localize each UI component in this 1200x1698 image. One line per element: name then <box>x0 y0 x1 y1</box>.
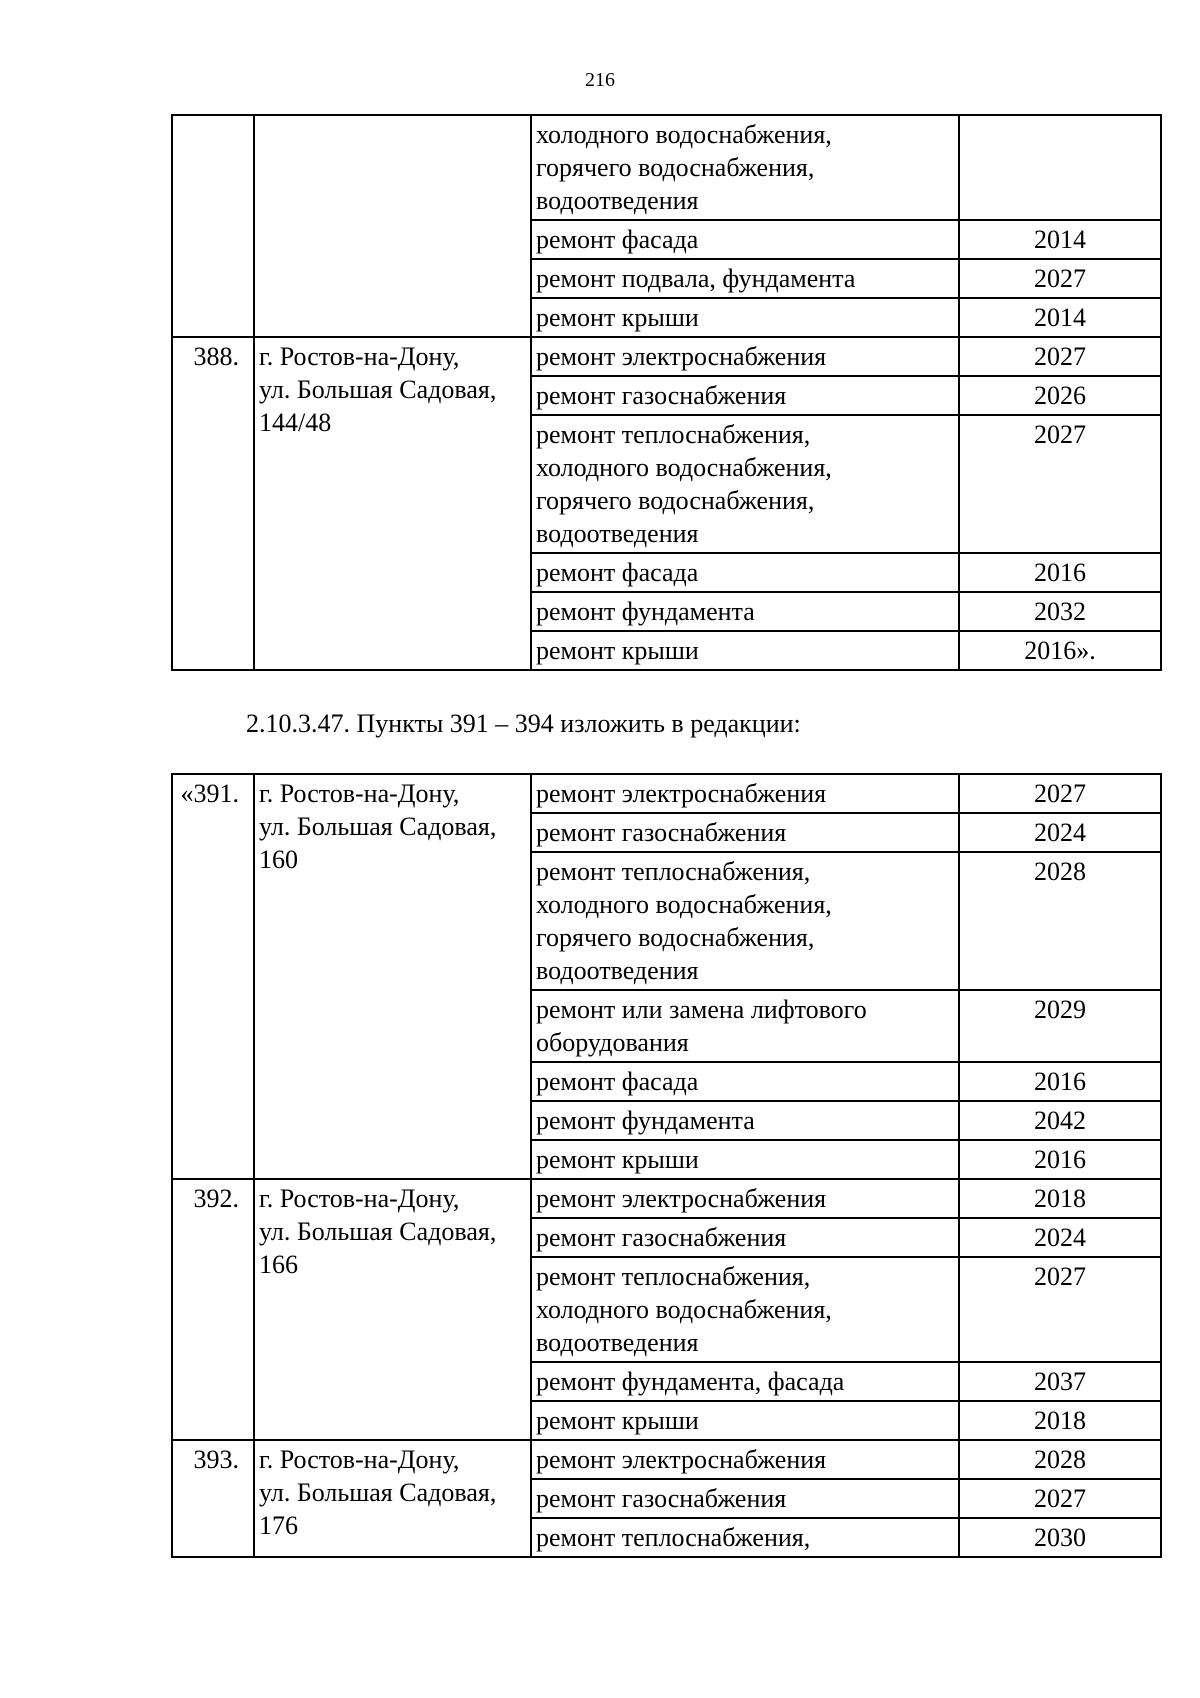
address-cell <box>254 115 531 337</box>
table2-body <box>172 774 1161 1557</box>
item-number <box>172 115 254 337</box>
work-type-cell <box>531 774 959 813</box>
work-type-line: холодного водоснабжения, <box>536 890 832 919</box>
work-type-cell <box>531 415 959 553</box>
year-cell: 2018 <box>959 1401 1161 1440</box>
year-cell: 2030 <box>959 1518 1161 1557</box>
work-type-line: водоотведения <box>536 1328 699 1357</box>
address-line: 166 <box>259 1250 298 1279</box>
year-cell: 2027 <box>959 337 1161 376</box>
year-cell: 2037 <box>959 1362 1161 1401</box>
work-type-line: ремонт фасада <box>536 225 699 254</box>
table-continuation <box>171 114 1162 671</box>
work-type-cell <box>531 1362 959 1401</box>
work-type-cell <box>531 376 959 415</box>
work-type-line: холодного водоснабжения, <box>536 120 832 149</box>
work-type-cell <box>531 1257 959 1362</box>
year-cell: 2016 <box>959 1140 1161 1179</box>
address-cell <box>254 337 531 670</box>
work-type-line: ремонт фундамента <box>536 1106 755 1135</box>
address-line: ул. Большая Садовая, <box>259 375 497 404</box>
work-type-cell <box>531 990 959 1062</box>
address-line: г. Ростов-на-Дону, <box>259 779 460 808</box>
year-cell: 2028 <box>959 852 1161 990</box>
work-type-line: ремонт крыши <box>536 303 699 332</box>
table1-body <box>172 115 1161 670</box>
address-line: 144/48 <box>259 408 332 437</box>
address-cell <box>254 774 531 1179</box>
work-type-line: ремонт газоснабжения <box>536 381 787 410</box>
year-cell <box>959 115 1161 220</box>
year-cell: 2032 <box>959 592 1161 631</box>
year-cell: 2016». <box>959 631 1161 670</box>
work-type-cell <box>531 813 959 852</box>
address-cell <box>254 1440 531 1557</box>
work-type-line: горячего водоснабжения, <box>536 923 815 952</box>
year-cell: 2014 <box>959 220 1161 259</box>
table-row <box>172 337 1161 376</box>
work-type-line: ремонт фундамента, фасада <box>536 1367 845 1396</box>
year-cell: 2027 <box>959 415 1161 553</box>
work-type-line: ремонт газоснабжения <box>536 818 787 847</box>
work-type-line: горячего водоснабжения, <box>536 486 815 515</box>
address-line: г. Ростов-на-Дону, <box>259 1184 460 1213</box>
item-number: 393. <box>172 1440 254 1557</box>
work-type-line: ремонт или замена лифтового <box>536 995 867 1024</box>
work-type-line: водоотведения <box>536 186 699 215</box>
address-line: 160 <box>259 845 298 874</box>
year-cell: 2027 <box>959 1257 1161 1362</box>
address-line: ул. Большая Садовая, <box>259 1217 497 1246</box>
work-type-line: ремонт электроснабжения <box>536 1445 827 1474</box>
work-type-line: горячего водоснабжения, <box>536 153 815 182</box>
year-cell: 2016 <box>959 1062 1161 1101</box>
amendment-paragraph: 2.10.3.47. Пункты 391 – 394 изложить в редакции: <box>246 709 801 738</box>
work-type-cell <box>531 631 959 670</box>
work-type-line: ремонт газоснабжения <box>536 1223 787 1252</box>
work-type-line: ремонт электроснабжения <box>536 1184 827 1213</box>
year-cell: 2028 <box>959 1440 1161 1479</box>
year-cell: 2026 <box>959 376 1161 415</box>
work-type-cell <box>531 1179 959 1218</box>
address-cell <box>254 1179 531 1440</box>
work-type-cell <box>531 115 959 220</box>
work-type-line: ремонт фасада <box>536 558 699 587</box>
work-type-line: ремонт крыши <box>536 1406 699 1435</box>
work-type-cell <box>531 1218 959 1257</box>
table-row <box>172 115 1161 220</box>
work-type-line: водоотведения <box>536 519 699 548</box>
work-type-line: ремонт теплоснабжения, <box>536 857 811 886</box>
work-type-line: водоотведения <box>536 956 699 985</box>
address-line: 176 <box>259 1511 298 1540</box>
work-type-cell <box>531 259 959 298</box>
work-type-line: ремонт теплоснабжения, <box>536 1262 811 1291</box>
work-type-cell <box>531 852 959 990</box>
work-type-line: ремонт фасада <box>536 1067 699 1096</box>
work-type-line: ремонт газоснабжения <box>536 1484 787 1513</box>
year-cell: 2042 <box>959 1101 1161 1140</box>
page-number: 216 <box>585 69 615 91</box>
work-type-line: ремонт электроснабжения <box>536 342 827 371</box>
work-type-cell <box>531 337 959 376</box>
year-cell: 2014 <box>959 298 1161 337</box>
year-cell: 2027 <box>959 1479 1161 1518</box>
work-type-line: холодного водоснабжения, <box>536 453 832 482</box>
year-cell: 2024 <box>959 813 1161 852</box>
address-line: ул. Большая Садовая, <box>259 1478 497 1507</box>
work-type-cell <box>531 1518 959 1557</box>
table-row <box>172 1179 1161 1218</box>
work-type-line: ремонт подвала, фундамента <box>536 264 856 293</box>
item-number: «391. <box>172 774 254 1179</box>
year-cell: 2027 <box>959 774 1161 813</box>
work-type-cell <box>531 1401 959 1440</box>
year-cell: 2029 <box>959 990 1161 1062</box>
item-number: 392. <box>172 1179 254 1440</box>
work-type-cell <box>531 553 959 592</box>
work-type-cell <box>531 1140 959 1179</box>
table-row <box>172 774 1161 813</box>
year-cell: 2018 <box>959 1179 1161 1218</box>
year-cell: 2024 <box>959 1218 1161 1257</box>
address-line: г. Ростов-на-Дону, <box>259 1445 460 1474</box>
work-type-cell <box>531 1062 959 1101</box>
work-type-line: холодного водоснабжения, <box>536 1295 832 1324</box>
work-type-cell <box>531 592 959 631</box>
work-type-cell <box>531 220 959 259</box>
work-type-cell <box>531 1479 959 1518</box>
table-items-391-394 <box>171 773 1162 1558</box>
work-type-line: ремонт фундамента <box>536 597 755 626</box>
table-row <box>172 1440 1161 1479</box>
address-line: г. Ростов-на-Дону, <box>259 342 460 371</box>
work-type-line: ремонт электроснабжения <box>536 779 827 808</box>
item-number: 388. <box>172 337 254 670</box>
work-type-cell <box>531 1101 959 1140</box>
work-type-cell <box>531 298 959 337</box>
work-type-line: ремонт теплоснабжения, <box>536 1523 811 1552</box>
address-line: ул. Большая Садовая, <box>259 812 497 841</box>
work-type-line: ремонт крыши <box>536 636 699 665</box>
year-cell: 2027 <box>959 259 1161 298</box>
year-cell: 2016 <box>959 553 1161 592</box>
work-type-cell <box>531 1440 959 1479</box>
work-type-line: ремонт крыши <box>536 1145 699 1174</box>
work-type-line: ремонт теплоснабжения, <box>536 420 811 449</box>
work-type-line: оборудования <box>536 1028 689 1057</box>
